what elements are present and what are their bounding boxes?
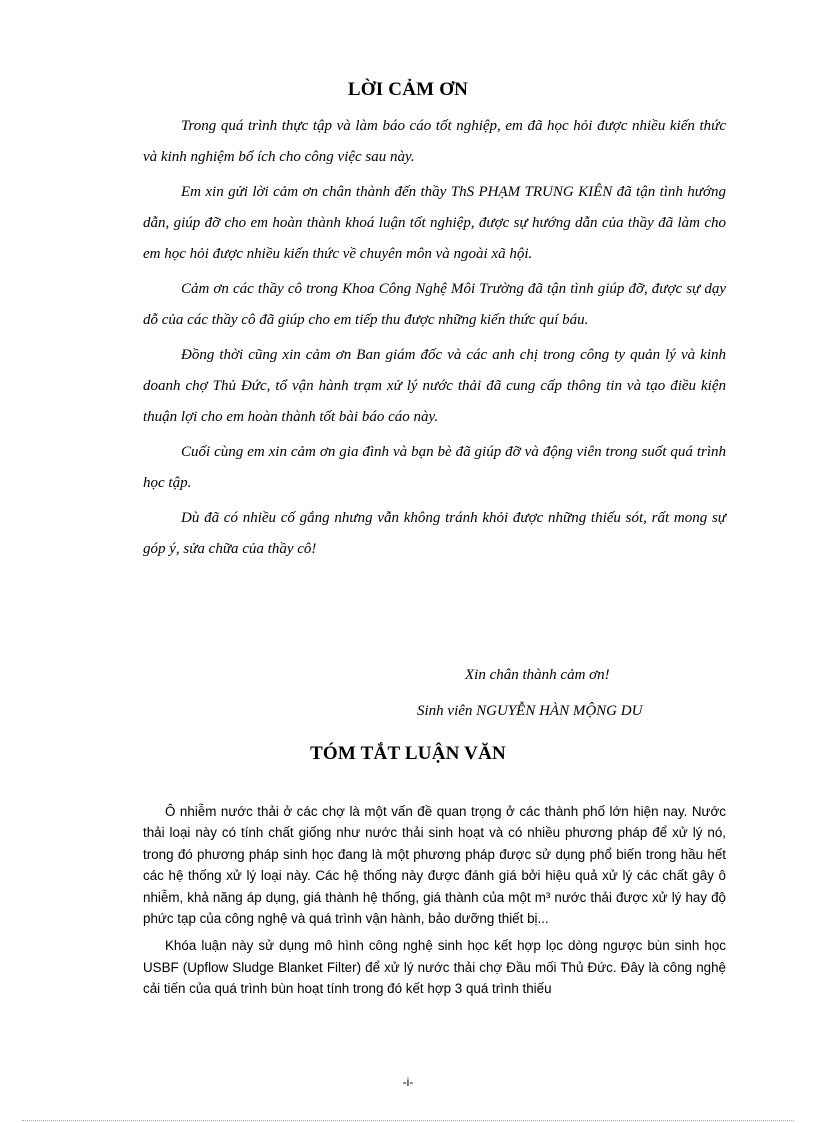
acknowledgement-body xyxy=(143,111,726,569)
closing-line: Xin chân thành cảm ơn! xyxy=(465,667,610,683)
summary-body xyxy=(143,801,726,1006)
acknowledgement-paragraph: Đồng thời cũng xin cảm ơn Ban giám đốc và các anh chị trong công ty quản lý và kinh doanh chợ Thủ Đức, tổ vận hành trạm xử lý nước thải đã cung cấp thông tin và tạo điều kiện thuận lợi cho em hoàn thành tốt bài báo cáo này. xyxy=(143,347,726,425)
student-signature: Sinh viên NGUYỄN HÀN MỘNG DU xyxy=(417,703,643,719)
summary-paragraph: Ô nhiễm nước thải ở các chợ là một vấn đề quan trọng ở các thành phố lớn hiện nay. Nước thải loại này có tính chất giống như nước thải sinh hoạt và có nhiều phương pháp để xử lý nó, trong đó phương pháp sinh học đang là một phương pháp được sử dụng phổ biến trong hầu hết các hệ thống xử lý loại này. Các hệ thống này được đánh giá bởi hiệu quả xử lý các chất gây ô nhiễm, khả năng áp dụng, giá thành hệ thống, giá thành của một m³ nước thải được xử lý hay độ phức tạp của công nghệ và quá trình vận hành, bảo dưỡng thiết bị... xyxy=(143,804,726,927)
acknowledgement-paragraph: Dù đã có nhiều cố gắng nhưng vẫn không tránh khỏi được những thiếu sót, rất mong sự góp ý, sửa chữa của thầy cô! xyxy=(143,510,726,557)
acknowledgement-paragraph: Cuối cùng em xin cảm ơn gia đình và bạn bè đã giúp đỡ và động viên trong suốt quá trình học tập. xyxy=(143,444,726,491)
page-number: -i- xyxy=(402,1075,414,1089)
summary-paragraph: Khóa luận này sử dụng mô hình công nghệ sinh học kết hợp lọc dòng ngược bùn sinh học USBF (Upflow Sludge Blanket Filter) để xử lý nước thải chợ Đầu mối Thủ Đức. Đây là công nghệ cải tiến của quá trình bùn hoạt tính trong đó kết hợp 3 quá trình thiếu xyxy=(143,938,726,997)
footer-divider xyxy=(22,1120,794,1121)
summary-title: TÓM TẮT LUẬN VĂN xyxy=(310,743,506,764)
acknowledgement-title: LỜI CẢM ƠN xyxy=(347,79,469,100)
acknowledgement-paragraph: Em xin gửi lời cảm ơn chân thành đến thầy ThS PHẠM TRUNG KIÊN đã tận tình hướng dẫn, giúp đỡ cho em hoàn thành khoá luận tốt nghiệp, được sự hướng dẫn của thầy đã làm cho em học hỏi được nhiều kiến thức về chuyên môn và ngoài xã hội. xyxy=(143,184,726,262)
acknowledgement-paragraph: Cảm ơn các thầy cô trong Khoa Công Nghệ Môi Trường đã tận tình giúp đỡ, được sự dạy dỗ của các thầy cô đã giúp cho em tiếp thu được những kiến thức quí báu. xyxy=(143,281,726,328)
acknowledgement-paragraph: Trong quá trình thực tập và làm báo cáo tốt nghiệp, em đã học hỏi được nhiều kiến thức và kinh nghiệm bổ ích cho công việc sau này. xyxy=(143,118,726,165)
